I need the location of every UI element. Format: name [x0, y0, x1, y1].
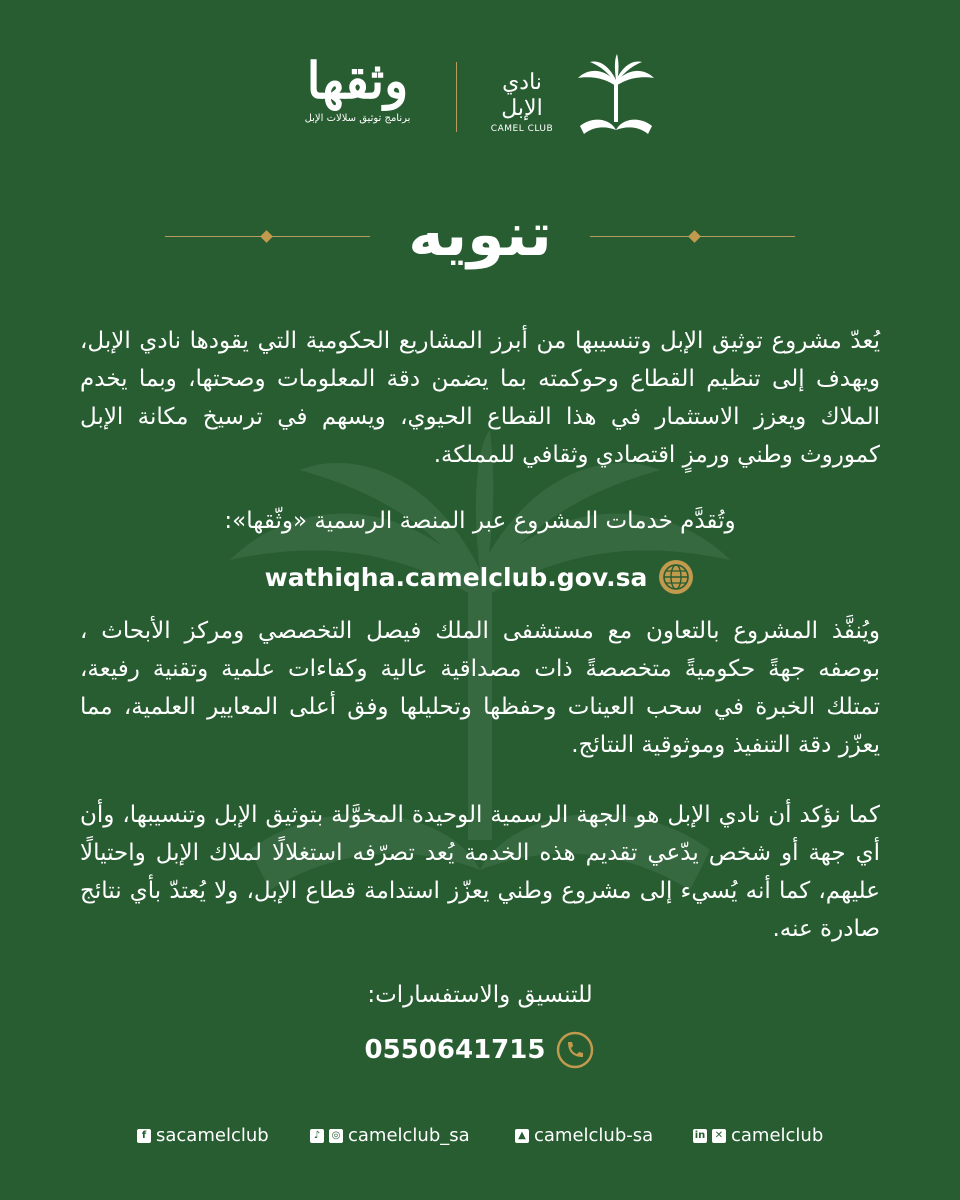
- implementation-paragraph: ويُنفَّذ المشروع بالتعاون مع مستشفى الملك فيصل التخصصي ومركز الأبحاث ، بوصفه جهةً حكوميةً متخصصةً ذات مصداقية عالية وكفاءات علمية وتقنية رفيعة، تمتلك الخبرة في سحب العينات وحفظها وتحليلها وفق أعلى المعايير العلمية، مما يعزّز دقة التنفيذ وموثوقية النتائج.: [80, 618, 880, 758]
- title-row: [0, 190, 960, 280]
- phone-icon: [555, 1030, 595, 1070]
- page-title: تنويه: [408, 200, 552, 270]
- linkedin-icon: in: [694, 1130, 706, 1141]
- tiktok-instagram-handle: camelclub_sa: [348, 1125, 470, 1146]
- phone-number[interactable]: 0550641715: [364, 1035, 546, 1065]
- social-facebook[interactable]: [137, 1122, 269, 1150]
- facebook-handle: sacamelclub: [156, 1125, 269, 1146]
- social-footer: [0, 1122, 960, 1150]
- palm-emblem-icon: [570, 54, 662, 146]
- snapchat-handle: camelclub-sa: [534, 1125, 654, 1146]
- wathiqha-logo-text: وثقها: [306, 51, 409, 110]
- header-logos: [0, 40, 960, 150]
- snapchat-icon: ▲: [515, 1129, 529, 1143]
- camel-club-logo: [482, 70, 562, 136]
- x-icon: ✕: [712, 1129, 726, 1143]
- header-divider: [456, 62, 457, 132]
- url-row: [0, 558, 960, 596]
- linkedin-x-handle: camelclub: [731, 1125, 824, 1146]
- wathiqha-tagline: برنامج توثيق سلالات الإبل: [304, 113, 411, 124]
- services-line: وتُقدَّم خدمات المشروع عبر المنصة الرسمية «وثّقها»:: [224, 508, 736, 534]
- instagram-icon: ◎: [329, 1129, 343, 1143]
- facebook-icon: f: [137, 1129, 151, 1143]
- warning-paragraph: كما نؤكد أن نادي الإبل هو الجهة الرسمية الوحيدة المخوَّلة بتوثيق الإبل وتنسيبها، وأن أي جهة أو شخص يدّعي تقديم هذه الخدمة يُعد تصرّفه استغلالًا لملاك الإبل واحتيالًا عليهم، كما أنه يُسيء إلى مشروع وطني يعزّز استدامة قطاع الإبل، ولا يُعتدّ بأي نتائج صادرة عنه.: [80, 802, 880, 942]
- diamond-ornament-icon: [688, 230, 701, 243]
- diamond-ornament-icon: [260, 230, 273, 243]
- globe-icon: [657, 558, 695, 596]
- platform-url[interactable]: wathiqha.camelclub.gov.sa: [264, 562, 648, 592]
- camel-club-arabic: نادي الإبل: [501, 70, 543, 121]
- wathiqha-logo: [270, 50, 445, 150]
- tiktok-icon: ♪: [310, 1129, 324, 1143]
- social-linkedin-x[interactable]: [693, 1122, 823, 1150]
- contact-label: للتنسيق والاستفسارات:: [367, 982, 593, 1008]
- social-snapchat[interactable]: [515, 1122, 653, 1150]
- intro-paragraph: يُعدّ مشروع توثيق الإبل وتنسيبها من أبرز المشاريع الحكومية التي يقودها نادي الإبل، ويهدف إلى تنظيم القطاع وحوكمته بما يضمن دقة المعلومات وصحتها، وبما يخدم الملاك ويعزز الاستثمار في هذا القطاع الحيوي، ويسهم في ترسيخ مكانة الإبل كموروث وطني ورمزٍ اقتصادي وثقافي للمملكة.: [80, 328, 880, 468]
- social-tiktok-instagram[interactable]: [310, 1122, 470, 1150]
- camel-club-english: CAMEL CLUB: [490, 124, 554, 134]
- phone-row: [0, 1030, 960, 1070]
